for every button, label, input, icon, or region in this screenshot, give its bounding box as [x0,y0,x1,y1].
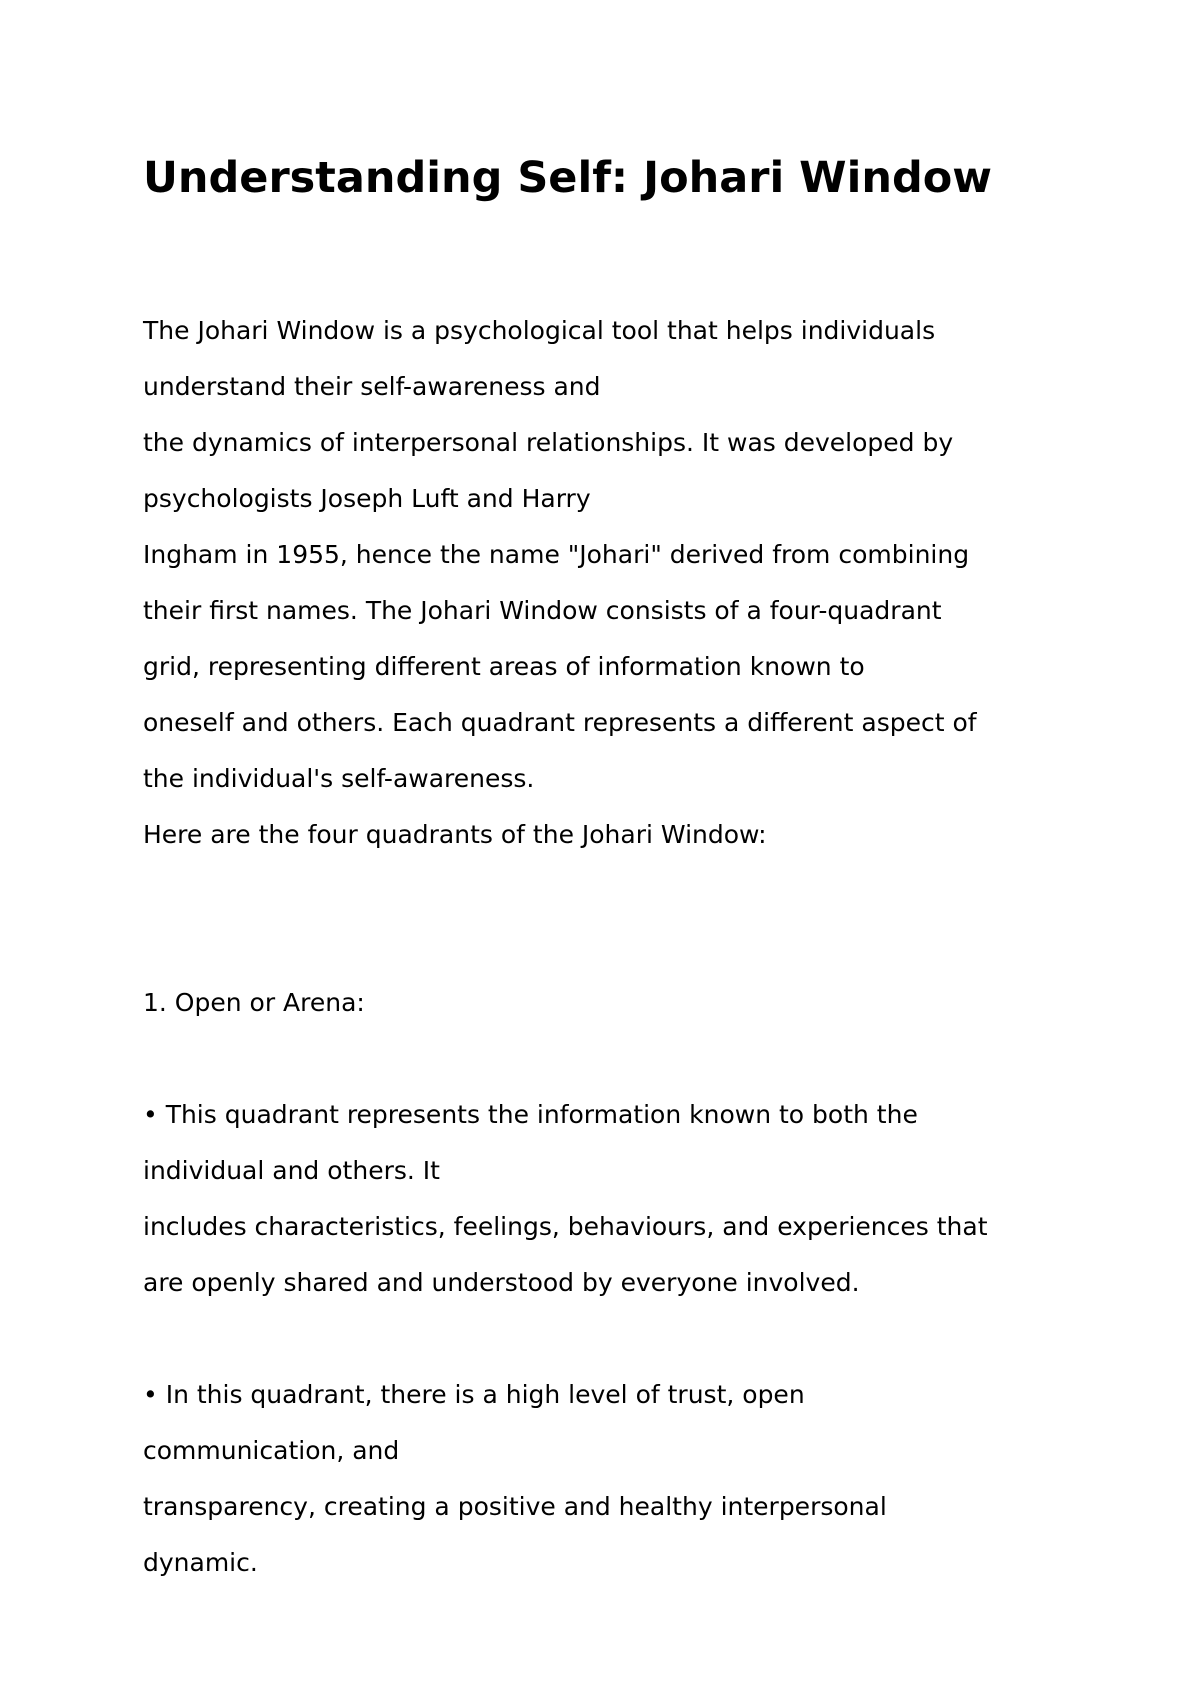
bullet-line: transparency, creating a positive and healthy interpersonal [143,1492,887,1521]
bullet-line: • This quadrant represents the information known to both the [143,1100,918,1129]
body-line: the individual's self-awareness. [143,764,535,793]
body-line: The Johari Window is a psychological tool that helps individuals [143,316,936,345]
page-title: Understanding Self: Johari Window [143,153,992,203]
body-line: oneself and others. Each quadrant represents a different aspect of [143,708,977,737]
bullet-line: dynamic. [143,1548,258,1577]
body-line: Ingham in 1955, hence the name "Johari" derived from combining [143,540,970,569]
body-line: psychologists Joseph Luft and Harry [143,484,591,513]
section-heading: 1. Open or Arena: [143,988,365,1017]
bullet-line: • In this quadrant, there is a high level of trust, open [143,1380,805,1409]
bullet-line: communication, and [143,1436,400,1465]
bullet-line: includes characteristics, feelings, behaviours, and experiences that [143,1212,988,1241]
body-line: grid, representing different areas of information known to [143,652,865,681]
body-line: the dynamics of interpersonal relationships. It was developed by [143,428,954,457]
bullet-line: are openly shared and understood by everyone involved. [143,1268,860,1297]
body-line: their first names. The Johari Window consists of a four-quadrant [143,596,942,625]
bullet-line: individual and others. It [143,1156,440,1185]
body-line: understand their self-awareness and [143,372,601,401]
body-line: Here are the four quadrants of the Johari Window: [143,820,767,849]
